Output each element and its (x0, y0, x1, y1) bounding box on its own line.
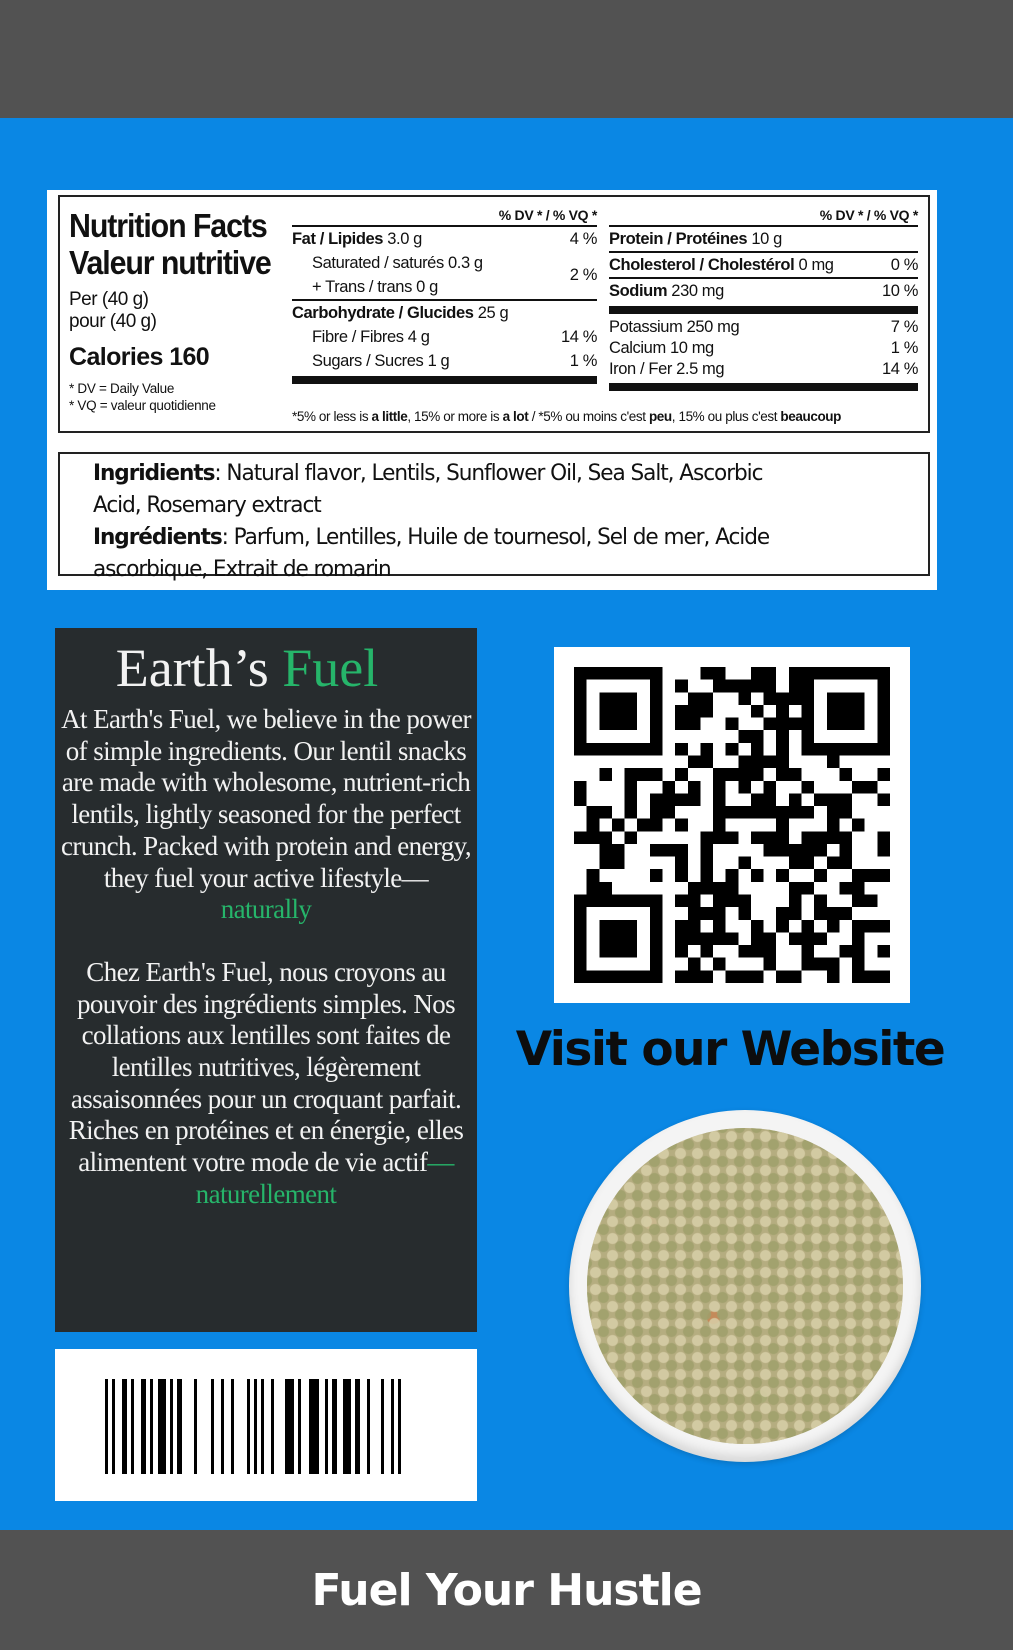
row-sodium (609, 279, 918, 303)
nutrition-header (69, 207, 289, 414)
nutrition-facts-table (58, 195, 930, 433)
cholesterol-label: Cholesterol / Cholestérol (609, 256, 795, 274)
qr-code[interactable] (554, 647, 910, 1003)
ingredients-fr-line2: ascorbique, Extrait de romarin (93, 556, 391, 582)
fat-pct: 4 % (569, 230, 597, 248)
row-protein (609, 227, 918, 253)
story-fr: Chez Earth's Fuel, nous croyons au pouvoir des ingrédients simples. Nos collations aux lentilles sont faites de lentilles nutritives, légèrement assaisonnées pour un croquant parfait. Riches en protéines et en énergie, elles alimentent votre mode de vie actif— naturellement (68, 956, 464, 1209)
qr-code-pattern (574, 667, 890, 983)
barcode-bars (105, 1379, 435, 1474)
top-band (0, 0, 1013, 118)
story-en: At Earth's Fuel, we believe in the power of simple ingredients. Our lentil snacks are made with wholesome, nutrient-rich lentils, lightly seasoned for the perfect crunch. Packed with protein and energy, they fuel your active lifestyle—naturally (61, 704, 471, 925)
sodium-amount: 230 mg (671, 282, 724, 300)
carb-amount: 25 g (477, 304, 509, 322)
row-calcium (609, 338, 918, 359)
label-panel (47, 190, 937, 590)
thick-divider (609, 383, 918, 391)
fibre-pct: 14 % (560, 328, 597, 346)
story-fr-accent: — naturellement (195, 1147, 454, 1209)
calcium-label: Calcium 10 mg (609, 339, 714, 357)
serving-size-en: Per (40 g) (69, 289, 149, 310)
carb-label: Carbohydrate / Glucides (292, 304, 474, 322)
nutrients-column-middle (292, 207, 597, 387)
protein-label: Protein / Protéines (609, 230, 748, 248)
ingredients-box (58, 452, 930, 582)
nutrition-title-en: Nutrition Facts (69, 207, 267, 244)
row-potassium (609, 317, 918, 338)
sodium-label: Sodium (609, 282, 668, 300)
fat-label: Fat / Lipides (292, 230, 384, 248)
ingredients-fr-label: Ingrédients (93, 524, 222, 550)
row-cholesterol (609, 253, 918, 279)
sugars-pct: 1 % (569, 352, 597, 370)
sat-trans-pct: 2 % (569, 266, 597, 284)
row-sugars (292, 349, 597, 373)
nutrients-column-right (609, 207, 918, 394)
row-sat-trans (292, 251, 597, 301)
brand-story-panel (55, 628, 477, 1332)
fibre-label: Fibre / Fibres 4 g (312, 328, 430, 346)
tagline: Fuel Your Hustle (311, 1564, 702, 1616)
fat-amount: 3.0 g (387, 230, 422, 248)
ingredients-fr-line1: Ingrédients: Parfum, Lentilles, Huile de tournesol, Sel de mer, Acide (93, 524, 770, 550)
thick-divider (609, 306, 918, 314)
protein-amount: 10 g (751, 230, 782, 248)
iron-label: Iron / Fer 2.5 mg (609, 360, 725, 378)
saturated-label: Saturated / saturés 0.3 g (312, 254, 483, 272)
cholesterol-amount: 0 mg (798, 256, 834, 274)
ingredients-en-line1: Ingridients: Natural flavor, Lentils, Sunflower Oil, Sea Salt, Ascorbic (93, 460, 763, 486)
lentils (587, 1128, 903, 1444)
calcium-pct: 1 % (890, 339, 918, 357)
serving-size (69, 289, 289, 333)
ingredients-en-line2: Acid, Rosemary extract (93, 492, 321, 518)
brand-title (55, 636, 477, 700)
thick-divider (292, 376, 597, 384)
dv-header: % DV * / % VQ * (292, 207, 597, 227)
potassium-label: Potassium 250 mg (609, 318, 740, 336)
dv-header-right: % DV * / % VQ * (609, 207, 918, 227)
row-fat (292, 227, 597, 251)
lentil-bowl-image (569, 1110, 921, 1462)
cholesterol-pct: 0 % (890, 256, 918, 274)
serving-size-fr: pour (40 g) (69, 311, 157, 332)
trans-label: + Trans / trans 0 g (312, 278, 438, 296)
dv-note-en: * DV = Daily Value (69, 381, 175, 396)
ingredients-en-label: Ingridients (93, 460, 215, 486)
brand-name-green: Fuel (282, 638, 379, 698)
barcode (55, 1349, 477, 1501)
row-iron (609, 359, 918, 380)
sodium-pct: 10 % (881, 282, 918, 300)
visit-website-caption: Visit our Website (515, 1022, 945, 1077)
row-carb (292, 301, 597, 325)
nutrition-title-fr: Valeur nutritive (69, 244, 271, 281)
story-en-accent: naturally (220, 894, 312, 925)
dv-note-fr: * VQ = valeur quotidienne (69, 398, 216, 413)
calories: Calories 160 (69, 343, 210, 371)
footer-band (0, 1530, 1013, 1650)
dv-footnote: *5% or less is a little, 15% or more is a lot / *5% ou moins c'est peu, 15% ou plus c'est beaucoup (292, 409, 841, 424)
iron-pct: 14 % (881, 360, 918, 378)
potassium-pct: 7 % (890, 318, 918, 336)
sugars-label: Sugars / Sucres 1 g (312, 352, 450, 370)
row-fibre (292, 325, 597, 349)
dv-note (69, 380, 289, 414)
brand-name-white: Earth’s (115, 638, 283, 698)
